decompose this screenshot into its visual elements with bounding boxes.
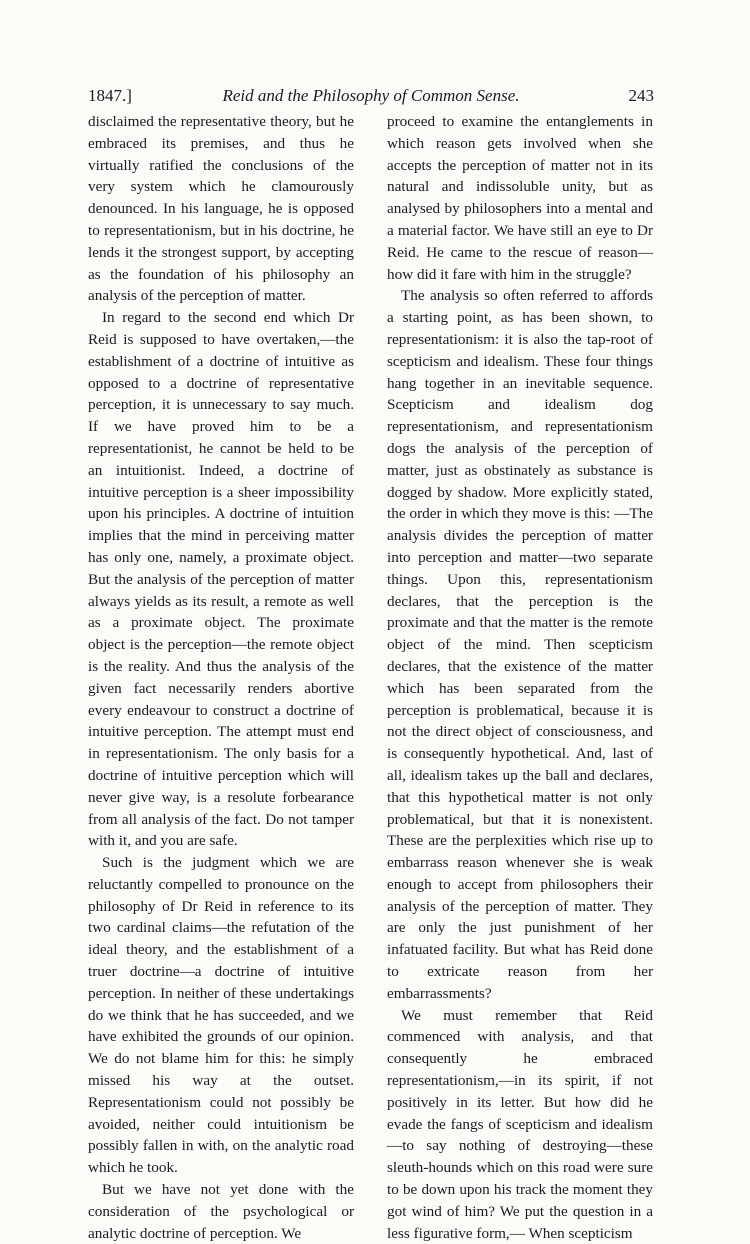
right-column <box>387 111 653 1244</box>
left-column <box>88 111 354 1244</box>
paragraph: Such is the judgment which we are reluctantly compelled to pronounce on the philosophy of Dr Reid in reference to its two cardinal claims—the refutation of the ideal theory, and the establishment of a truer doctrine—a doctrine of intuitive perception. In neither of these undertakings do we think that he has succeeded, and we have exhibited the grounds of our opinion. We do not blame him for this: he simply missed his way at the outset. Representationism could not possibly be avoided, neither could intuitionism be possibly fallen in with, on the analytic road which he took. <box>88 854 354 1177</box>
paragraph: proceed to examine the entanglements in which reason gets involved when she accepts the perception of matter not in its natural and indissoluble unity, but as analysed by philosophers into a mental and a material factor. We have still an eye to Dr Reid. He came to the rescue of reason—how did it fare with him in the struggle? <box>387 113 653 283</box>
paragraph: disclaimed the representative theory, but he embraced its premises, and thus he virtually ratified the conclusions of the very system which he clamourously denounced. In his language, he is opposed to representationism, but in his doctrine, he lends it the strongest support, by accepting as the foundation of his philosophy an analysis of the perception of matter. <box>88 113 354 305</box>
paragraph: But we have not yet done with the consideration of the psychological or analytic doctrine of perception. We <box>88 1181 354 1242</box>
running-title: Reid and the Philosophy of Common Sense. <box>222 86 520 105</box>
paragraph: The analysis so often referred to affords a starting point, as has been shown, to representationism: it is also the tap-root of scepticism and idealism. These four things hang together in an inevitable sequence. Scepticism and idealism dog representationism, and representationism dogs the analysis of the perception of matter, just as obstinately as substance is dogged by shadow. More explicitly stated, the order in which they move is this: —The analysis divides the perception of matter into perception and matter—two separate things. Upon this, representationism declares, that the perception is the proximate and that the matter is the remote object of the mind. Then scepticism declares, that the existence of the matter which has been separated from the perception is problematical, because it is not the direct object of consciousness, and is consequently hypothetical. And, last of all, idealism takes up the ball and declares, that this hypothetical matter is not only problematical, but that it is nonexistent. These are the perplexities which rise up to embarrass reason whenever she is weak enough to accept from philosophers their analysis of the perception of matter. They are only the just punishment of her infatuated facility. But what has Reid done to extricate reason from her embarrassments? <box>387 287 653 1002</box>
paragraph: We must remember that Reid commenced with analysis, and that consequently he embraced representationism,—in its spirit, if not positively in its letter. But how did he evade the fangs of scepticism and idealism—to say nothing of destroying—these sleuth-hounds which on this road were sure to be down upon his track the moment they got wind of him? We put the question in a less figurative form,— When scepticism <box>387 1006 653 1242</box>
paragraph: In regard to the second end which Dr Reid is supposed to have overtaken,—the establishment of a doctrine of intuitive as opposed to a doctrine of representative perception, it is unnecessary to say much. If we have proved him to be a representationist, he cannot be held to be an intuitionist. Indeed, a doctrine of intuitive perception is a sheer impossibility upon his principles. A doctrine of intuition implies that the mind in perceiving matter has only one, namely, a proximate object. But the analysis of the perception of matter always yields as its result, a remote as well as a proximate object. The proximate object is the perception—the remote object is the reality. And thus the analysis of the given fact necessarily renders abortive every endeavour to construct a doctrine of intuitive perception. The attempt must end in representationism. The only basis for a doctrine of intuitive perception which will never give way, is a resolute forbearance from all analysis of the fact. Do not tamper with it, and you are safe. <box>88 309 354 850</box>
page-number: 243 <box>628 86 654 105</box>
running-header <box>88 86 654 108</box>
header-year: 1847.] <box>88 86 132 105</box>
